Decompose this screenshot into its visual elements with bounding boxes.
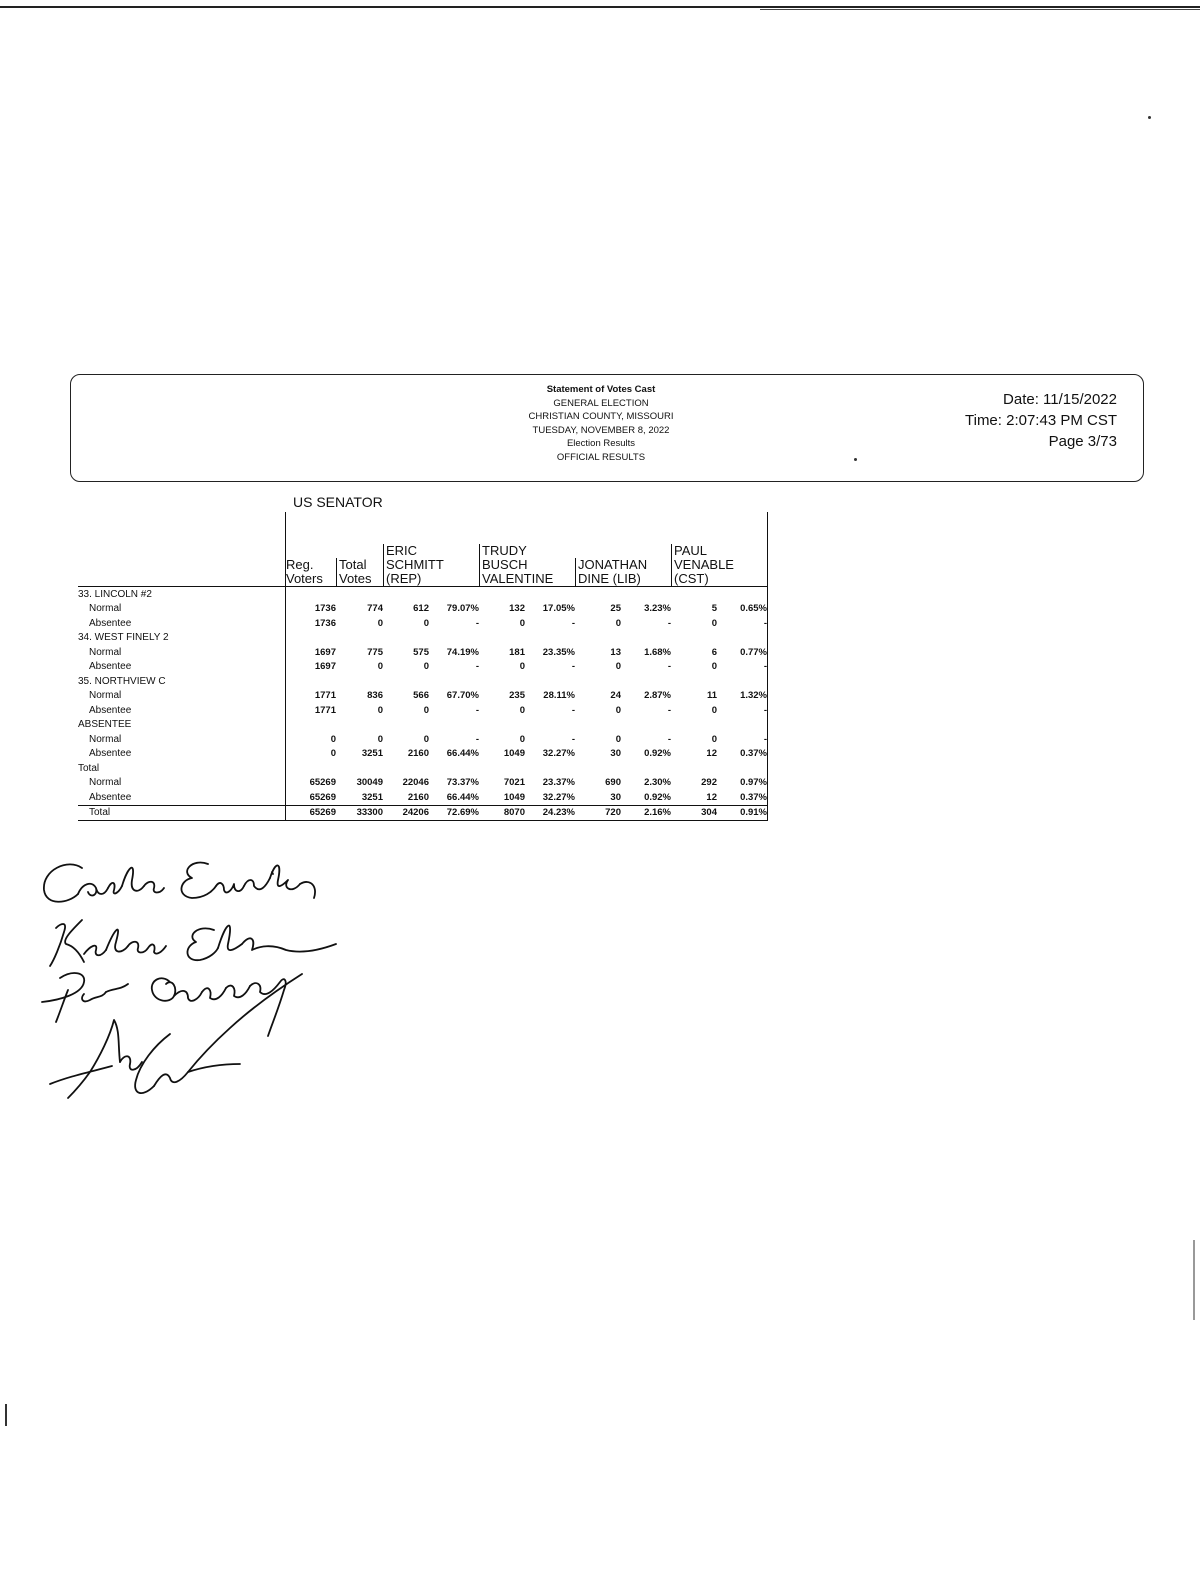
dine-percent-cell: 0.92% <box>644 748 671 760</box>
schmitt-percent-cell: 79.07% <box>446 603 479 615</box>
dine-votes-cell <box>575 674 621 689</box>
venable-votes-cell <box>671 718 717 733</box>
schmitt-percent-cell: 73.37% <box>446 777 479 789</box>
valentine-votes-cell: 7021 <box>503 777 525 789</box>
venable-votes-cell: 0 <box>711 733 717 745</box>
schmitt-percent-cell <box>429 587 479 602</box>
dine-percent-cell: - <box>667 617 671 629</box>
venable-votes-cell <box>671 674 717 689</box>
venable-percent-cell: - <box>717 616 768 631</box>
total-votes-cell: 774 <box>367 603 383 615</box>
report-subtitle: Election Results <box>566 438 636 449</box>
reg-voters-cell: 65269 <box>286 805 337 821</box>
valentine-votes-cell: 235 <box>509 690 525 702</box>
dine-percent-cell: 1.68% <box>644 646 671 658</box>
report-meta <box>965 389 1117 452</box>
valentine-votes-cell: 8070 <box>479 805 525 821</box>
schmitt-votes-cell: 0 <box>423 704 429 716</box>
valentine-percent-cell: 28.11% <box>543 690 575 702</box>
county-name: CHRISTIAN COUNTY, MISSOURI <box>528 411 674 422</box>
valentine-percent-cell <box>525 674 575 689</box>
venable-votes-cell: 292 <box>701 777 717 789</box>
table-row <box>78 747 768 762</box>
vote-type-label: Total <box>78 805 286 821</box>
valentine-votes-cell <box>479 718 525 733</box>
dine-percent-cell <box>621 718 671 733</box>
precinct-label: 35. NORTHVIEW C <box>78 675 166 687</box>
venable-percent-cell: 0.37% <box>717 747 768 762</box>
scan-top-rule-secondary <box>760 9 1200 10</box>
dine-percent-cell: - <box>667 733 671 745</box>
venable-votes-cell <box>671 631 717 646</box>
table-row <box>78 602 768 617</box>
reg-voters-cell <box>286 587 337 602</box>
reg-voters-cell: 1697 <box>286 660 337 675</box>
venable-votes-cell: 11 <box>706 690 717 702</box>
dine-percent-cell: 2.87% <box>644 690 671 702</box>
schmitt-percent-cell <box>429 631 479 646</box>
table-row <box>78 732 768 747</box>
precinct-group-row <box>78 761 768 776</box>
total-votes-cell: 33300 <box>336 805 383 821</box>
valentine-percent-cell <box>525 587 575 602</box>
schmitt-votes-cell <box>383 761 429 776</box>
valentine-percent-cell: 23.37% <box>542 777 575 789</box>
total-votes-cell: 3251 <box>361 791 383 803</box>
schmitt-percent-cell: - <box>475 617 479 629</box>
dine-votes-cell: 13 <box>610 646 621 658</box>
results-body <box>78 587 768 821</box>
schmitt-votes-cell: 0 <box>423 617 429 629</box>
reg-voters-cell: 1771 <box>286 703 337 718</box>
valentine-percent-cell: 32.27% <box>542 748 575 760</box>
schmitt-votes-cell: 24206 <box>383 805 429 821</box>
vote-type-label: Normal <box>89 646 122 658</box>
valentine-percent-cell: - <box>571 733 575 745</box>
precinct-group-row <box>78 718 768 733</box>
dine-votes-cell: 30 <box>610 791 621 803</box>
venable-votes-cell: 12 <box>706 791 717 803</box>
venable-votes-cell <box>671 587 717 602</box>
venable-votes-cell: 304 <box>671 805 717 821</box>
venable-votes-cell: 5 <box>711 603 717 615</box>
valentine-percent-cell <box>525 761 575 776</box>
table-row <box>78 660 768 675</box>
vote-type-label: Absentee <box>89 748 132 760</box>
total-votes-cell: 775 <box>367 646 383 658</box>
candidate-header-valentine: TRUDY BUSCH VALENTINE <box>479 512 575 587</box>
venable-votes-cell: 0 <box>711 661 717 673</box>
reg-voters-cell <box>286 761 337 776</box>
precinct-label: ABSENTEE <box>78 719 132 731</box>
table-row <box>78 790 768 805</box>
venable-votes-cell <box>671 761 717 776</box>
schmitt-percent-cell: - <box>475 661 479 673</box>
schmitt-votes-cell: 0 <box>423 661 429 673</box>
precinct-label: Total <box>78 762 100 774</box>
valentine-percent-cell: - <box>571 661 575 673</box>
valentine-votes-cell: 1049 <box>503 791 525 803</box>
reg-voters-cell: 1736 <box>286 616 337 631</box>
venable-percent-cell: 0.37% <box>717 790 768 805</box>
total-votes-cell <box>336 761 383 776</box>
reg-voters-header: Reg. Voters <box>286 512 337 587</box>
election-name: GENERAL ELECTION <box>553 397 649 409</box>
dine-percent-cell <box>621 631 671 646</box>
reg-voters-cell <box>286 674 337 689</box>
dine-votes-cell: 690 <box>605 777 621 789</box>
vote-type-label: Normal <box>89 733 122 745</box>
valentine-votes-cell: 132 <box>509 603 525 615</box>
candidate-header-venable: PAUL VENABLE (CST) <box>671 512 768 587</box>
table-row <box>78 645 768 660</box>
schmitt-percent-cell: 66.44% <box>446 791 479 803</box>
reg-voters-cell: 1771 <box>286 689 337 704</box>
venable-percent-cell: 1.32% <box>717 689 768 704</box>
table-row <box>78 703 768 718</box>
schmitt-votes-cell: 612 <box>413 603 429 615</box>
dine-votes-cell: 24 <box>610 690 621 702</box>
total-votes-cell <box>336 587 383 602</box>
dine-percent-cell <box>621 761 671 776</box>
vote-type-label: Normal <box>89 690 122 702</box>
valentine-votes-cell: 0 <box>519 661 525 673</box>
schmitt-percent-cell: 74.19% <box>446 646 479 658</box>
schmitt-votes-cell: 0 <box>423 733 429 745</box>
schmitt-votes-cell <box>383 718 429 733</box>
handwritten-signatures <box>20 850 360 1110</box>
total-votes-cell: 0 <box>377 617 383 629</box>
valentine-percent-cell: 24.23% <box>525 805 575 821</box>
reg-voters-cell: 1736 <box>286 602 337 617</box>
table-header-row <box>78 512 768 587</box>
dine-votes-cell <box>575 761 621 776</box>
total-votes-cell: 0 <box>377 704 383 716</box>
dine-percent-cell <box>621 587 671 602</box>
dine-percent-cell: 2.16% <box>621 805 671 821</box>
schmitt-percent-cell: 72.69% <box>429 805 479 821</box>
results-table <box>78 512 768 821</box>
dine-votes-cell: 0 <box>615 704 621 716</box>
vote-type-label: Absentee <box>89 791 132 803</box>
report-status: OFFICIAL RESULTS <box>556 451 646 463</box>
venable-votes-cell: 0 <box>711 617 717 629</box>
scan-speck <box>1148 116 1151 119</box>
precinct-group-row <box>78 587 768 602</box>
total-votes-cell: 3251 <box>361 748 383 760</box>
dine-percent-cell: - <box>667 704 671 716</box>
reg-voters-cell: 65269 <box>286 776 337 791</box>
scan-edge-mark <box>5 1404 7 1426</box>
venable-votes-cell: 12 <box>706 748 717 760</box>
valentine-votes-cell: 0 <box>519 704 525 716</box>
venable-votes-cell: 0 <box>711 704 717 716</box>
venable-percent-cell: 0.91% <box>717 805 768 821</box>
schmitt-votes-cell: 575 <box>413 646 429 658</box>
dine-votes-cell: 0 <box>615 617 621 629</box>
schmitt-votes-cell <box>383 631 429 646</box>
valentine-votes-cell: 0 <box>519 733 525 745</box>
report-header <box>70 374 1144 482</box>
precinct-label: 34. WEST FINELY 2 <box>78 632 169 644</box>
report-header-center <box>471 383 731 464</box>
signature-block <box>20 850 360 1110</box>
valentine-percent-cell: 32.27% <box>542 791 575 803</box>
scan-edge-mark <box>1193 1240 1195 1320</box>
vote-type-label: Absentee <box>89 704 132 716</box>
dine-votes-cell: 0 <box>615 733 621 745</box>
dine-votes-cell: 25 <box>610 603 621 615</box>
valentine-percent-cell: 17.05% <box>542 603 575 615</box>
venable-percent-cell: 0.77% <box>717 645 768 660</box>
schmitt-percent-cell: - <box>475 704 479 716</box>
venable-percent-cell <box>717 587 768 602</box>
total-votes-cell <box>336 674 383 689</box>
dine-votes-cell <box>575 631 621 646</box>
report-date: Date: 11/15/2022 <box>1003 391 1117 408</box>
vote-type-label: Normal <box>89 603 122 615</box>
report-title: Statement of Votes Cast <box>546 384 656 395</box>
vote-type-label: Absentee <box>89 661 132 673</box>
valentine-percent-cell <box>525 718 575 733</box>
valentine-votes-cell: 1049 <box>503 748 525 760</box>
total-votes-header: Total Votes <box>336 512 383 587</box>
contest-title: US SENATOR <box>293 494 383 510</box>
valentine-votes-cell <box>479 674 525 689</box>
venable-percent-cell: - <box>717 703 768 718</box>
venable-votes-cell: 6 <box>711 646 717 658</box>
total-votes-cell: 0 <box>377 733 383 745</box>
table-row <box>78 689 768 704</box>
dine-votes-cell: 0 <box>615 661 621 673</box>
schmitt-votes-cell: 566 <box>413 690 429 702</box>
venable-percent-cell: - <box>717 660 768 675</box>
candidate-header-dine: JONATHAN DINE (LIB) <box>575 512 671 587</box>
table-row <box>78 776 768 791</box>
schmitt-percent-cell: 67.70% <box>446 690 479 702</box>
vote-type-label: Absentee <box>89 617 132 629</box>
dine-percent-cell: 2.30% <box>644 777 671 789</box>
reg-voters-cell: 1697 <box>286 645 337 660</box>
venable-percent-cell: - <box>717 732 768 747</box>
valentine-percent-cell: - <box>571 617 575 629</box>
schmitt-votes-cell: 2160 <box>407 791 429 803</box>
valentine-percent-cell: - <box>571 704 575 716</box>
valentine-votes-cell: 0 <box>519 617 525 629</box>
reg-voters-cell <box>286 631 337 646</box>
schmitt-percent-cell <box>429 761 479 776</box>
reg-voters-cell: 0 <box>286 732 337 747</box>
schmitt-votes-cell <box>383 587 429 602</box>
dine-votes-cell: 720 <box>575 805 621 821</box>
dine-votes-cell <box>575 718 621 733</box>
valentine-votes-cell <box>479 587 525 602</box>
venable-percent-cell <box>717 761 768 776</box>
venable-percent-cell <box>717 631 768 646</box>
total-votes-cell: 836 <box>367 690 383 702</box>
report-time: Time: 2:07:43 PM CST <box>965 412 1117 429</box>
precinct-group-row <box>78 674 768 689</box>
schmitt-votes-cell <box>383 674 429 689</box>
valentine-percent-cell: 23.35% <box>542 646 575 658</box>
schmitt-votes-cell: 2160 <box>407 748 429 760</box>
precinct-header <box>78 512 286 587</box>
dine-percent-cell: - <box>667 661 671 673</box>
reg-voters-cell: 65269 <box>286 790 337 805</box>
venable-percent-cell <box>717 674 768 689</box>
valentine-percent-cell <box>525 631 575 646</box>
total-votes-cell: 0 <box>377 661 383 673</box>
valentine-votes-cell <box>479 761 525 776</box>
table-row <box>78 616 768 631</box>
precinct-group-row <box>78 631 768 646</box>
reg-voters-cell: 0 <box>286 747 337 762</box>
valentine-votes-cell <box>479 631 525 646</box>
total-votes-cell <box>336 718 383 733</box>
dine-votes-cell <box>575 587 621 602</box>
schmitt-percent-cell: 66.44% <box>446 748 479 760</box>
reg-voters-cell <box>286 718 337 733</box>
scan-top-rule <box>0 6 1200 8</box>
venable-percent-cell: 0.65% <box>717 602 768 617</box>
dine-percent-cell: 0.92% <box>644 791 671 803</box>
candidate-header-schmitt: ERIC SCHMITT (REP) <box>383 512 479 587</box>
schmitt-votes-cell: 22046 <box>402 777 429 789</box>
precinct-label: 33. LINCOLN #2 <box>78 588 152 600</box>
report-page: Page 3/73 <box>1048 433 1117 450</box>
schmitt-percent-cell <box>429 674 479 689</box>
election-date: TUESDAY, NOVEMBER 8, 2022 <box>532 424 670 436</box>
vote-type-label: Normal <box>89 777 122 789</box>
dine-percent-cell: 3.23% <box>644 603 671 615</box>
dine-percent-cell <box>621 674 671 689</box>
total-votes-cell <box>336 631 383 646</box>
schmitt-percent-cell <box>429 718 479 733</box>
schmitt-percent-cell: - <box>475 733 479 745</box>
venable-percent-cell: 0.97% <box>717 776 768 791</box>
dine-votes-cell: 30 <box>610 748 621 760</box>
venable-percent-cell <box>717 718 768 733</box>
valentine-votes-cell: 181 <box>509 646 525 658</box>
grand-total-row <box>78 805 768 821</box>
total-votes-cell: 30049 <box>356 777 383 789</box>
